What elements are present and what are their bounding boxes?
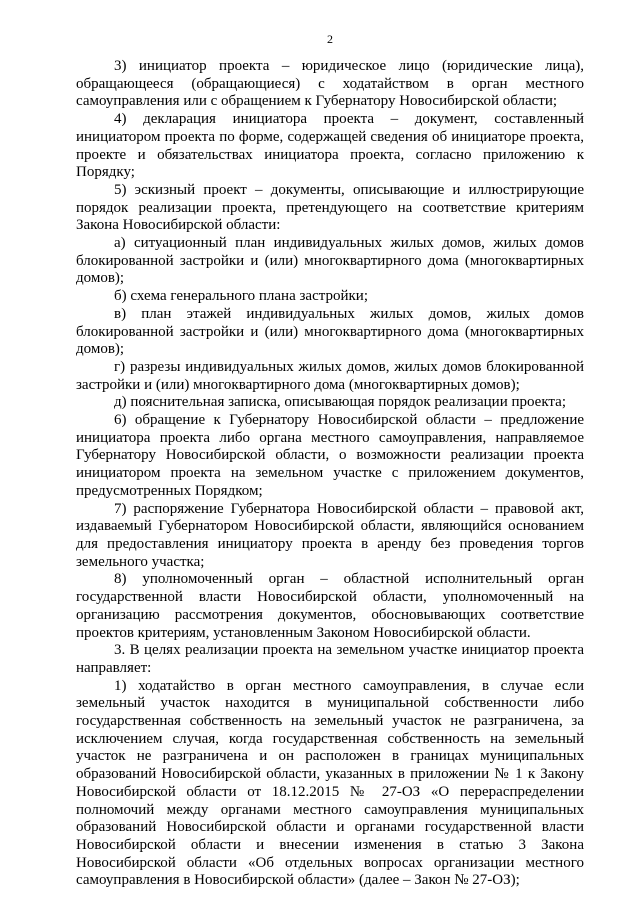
paragraph-sections: г) разрезы индивидуальных жилых домов, жилых домов блокированной застройки и (или) многоквартирного дома (многоквартирных домов);	[76, 358, 584, 393]
paragraph-petition: 1) ходатайство в орган местного самоуправления, в случае если земельный участок находится в муниципальной собственности либо государственная собственность на земельный участок не разграничена, за исключением случая, когда государственная собственность на земельный участок не разграничена и он расположен в границах муниципальных образований Новосибирской области, указанных в приложении № 1 к Закону Новосибирской области от 18.12.2015 № 27-ОЗ «О перераспределении полномочий между органами местного самоуправления муниципальных образований Новосибирской области и органами государственной власти Новосибирской области и внесении изменения в статью 3 Закона Новосибирской области «Об отдельных вопросах организации местного самоуправления в Новосибирской области» (далее – Закон № 27-ОЗ);	[76, 677, 584, 889]
paragraph-initiator-definition: 3) инициатор проекта – юридическое лицо (юридические лица), обращающееся (обращающиеся) с ходатайством в орган местного самоуправления или с обращением к Губернатору Новосибирской области;	[76, 58, 584, 110]
document-body	[76, 58, 584, 890]
paragraph-explanatory-note: д) пояснительная записка, описывающая порядок реализации проекта;	[114, 394, 566, 411]
paragraph-situation-plan: а) ситуационный план индивидуальных жилых домов, жилых домов блокированной застройки и (или) многоквартирного дома (многоквартирных домов);	[76, 235, 584, 287]
paragraph-master-plan-scheme: б) схема генерального плана застройки;	[114, 288, 368, 305]
paragraph-clause-3: 3. В целях реализации проекта на земельном участке инициатор проекта направляет:	[76, 642, 584, 676]
paragraph-authorized-body-definition: 8) уполномоченный орган – областной исполнительный орган государственной власти Новосибирской области, уполномоченный на организацию рассмотрения документов, обосновывающих соответствие проектов критериям, установленным Законом Новосибирской области.	[76, 571, 584, 641]
paragraph-appeal-definition: 6) обращение к Губернатору Новосибирской области – предложение инициатора проекта либо органа местного самоуправления, направляемое Губернатору Новосибирской области, о возможности реализации проекта инициатором проекта на земельном участке с приложением документов, предусмотренных Порядком;	[76, 412, 584, 499]
paragraph-order-definition: 7) распоряжение Губернатора Новосибирской области – правовой акт, издаваемый Губернатором Новосибирской области, являющийся основанием для предоставления инициатору проекта в аренду без проведения торгов земельного участка;	[76, 500, 584, 570]
paragraph-declaration-definition: 4) декларация инициатора проекта – документ, составленный инициатором проекта по форме, содержащей сведения об инициаторе проекта, проекте и обязательствах инициатора проекта, согласно приложению к Порядку;	[76, 111, 584, 181]
paragraph-sketch-project-definition: 5) эскизный проект – документы, описывающие и иллюстрирующие порядок реализации проекта, претендующего на соответствие критериям Закона Новосибирской области:	[76, 181, 584, 234]
page-number: 2	[327, 32, 333, 46]
paragraph-floor-plan: в) план этажей индивидуальных жилых домов, жилых домов блокированной застройки и (или) многоквартирного дома (многоквартирных домов);	[76, 305, 584, 358]
